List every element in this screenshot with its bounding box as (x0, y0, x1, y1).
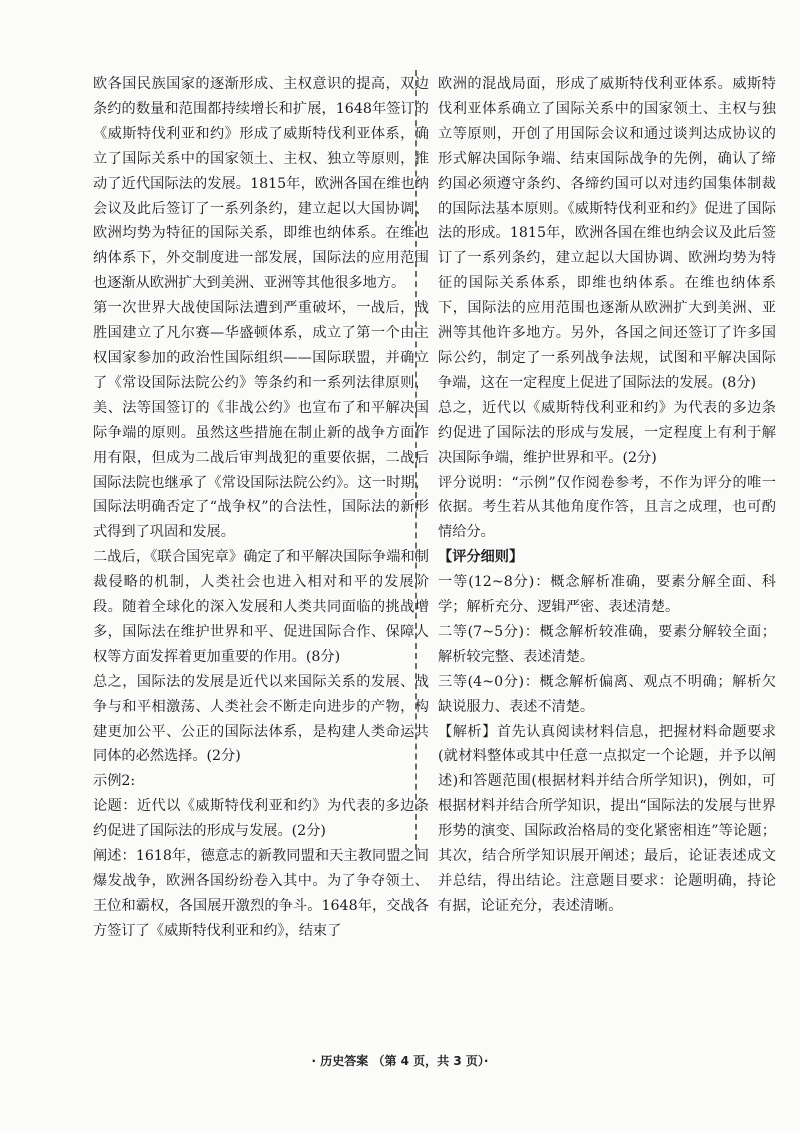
paragraph-modern-treaties: 欧各国民族国家的逐渐形成、主权意识的提高，双边条约的数量和范围都持续增长和扩展，1648年签订的《威斯特伐利亚和约》形成了威斯特伐利亚体系，确立了国际关系中的国家领土、主权、独立等原则，推动了近代国际法的发展。1815年，欧洲各国在维也纳会议及此后签订了一系列条约，建立起以大国协调、欧洲均势为特征的国际关系，即维也纳体系。在维也纳体系下，外交制度进一部发展，国际法的应用范围也逐渐从欧洲扩大到美洲、亚洲等其他很多地方。 (93, 76, 429, 292)
left-column (93, 72, 429, 944)
paragraph-post-ww2: 二战后，《联合国宪章》确定了和平解决国际争端和制裁侵略的机制，人类社会也进入相对和平的发展阶段。随着全球化的深入发展和人类共同面临的挑战增多，国际法在维护世界和平、促进国际合作、保障人权等方面发挥着更加重要的作用。(8分) (93, 549, 429, 665)
right-column (438, 72, 776, 919)
scoring-level-1: 一等(12~8分)：概念解析准确，要素分解全面、科学；解析充分、逻辑严密、表述清楚。 (438, 574, 776, 616)
paragraph-summary-1: 总之，国际法的发展是近代以来国际关系的发展、战争与和平相激荡、人类社会不断走向进步的产物，构建更加公平、公正的国际法体系，是构建人类命运共同体的必然选择。(2分) (93, 673, 429, 765)
scoring-details-heading: 【评分细则】 (438, 549, 524, 566)
example-2-exposition-continued: 欧洲的混战局面，形成了威斯特伐利亚体系。威斯特伐利亚体系确立了国际关系中的国家领土、主权与独立等原则，开创了用国际会议和通过谈判达成协议的形式解决国际争端、结束国际战争的先例，确认了缔约国必须遵守条约、各缔约国可以对违约国集体制裁的国际法基本原则。《威斯特伐利亚和约》促进了国际法的形成。1815年，欧洲各国在维也纳会议及此后签订了一系列条约，建立起以大国协调、欧洲均势为特征的国际关系体系，即维也纳体系。在维也纳体系下，国际法的应用范围也逐渐从欧洲扩大到美洲、亚洲等其他许多地方。另外，各国之间还签订了许多国际公约，制定了一系列战争法规，试图和平解决国际争端，这在一定程度上促进了国际法的发展。(8分) (438, 76, 776, 391)
scoring-level-3: 三等(4~0分)：概念解析偏离、观点不明确；解析欠缺说服力、表述不清楚。 (438, 673, 776, 715)
example-2-thesis: 论题：近代以《威斯特伐利亚和约》为代表的多边条约促进了国际法的形成与发展。(2分) (93, 798, 429, 840)
column-divider (415, 70, 417, 850)
page-footer: · 历史答案 （第 4 页，共 3 页）· (311, 1054, 489, 1068)
paragraph-ww1: 第一次世界大战使国际法遭到严重破坏，一战后，战胜国建立了凡尔赛—华盛顿体系，成立了第一个由主权国家参加的政治性国际组织——国际联盟，并确立了《常设国际法院公约》等条约和一系列法律原则，美、法等国签订的《非战公约》也宣布了和平解决国际争端的原则。虽然这些措施在制止新的战争方面作用有限，但成为二战后审判战犯的重要依据，二战后国际法院也继承了《常设国际法院公约》。这一时期，国际法明确否定了“战争权”的合法性，国际法的新形式得到了巩固和发展。 (93, 300, 429, 541)
example-2-exposition-start: 阐述：1618年，德意志的新教同盟和天主教同盟之间爆发战争，欧洲各国纷纷卷入其中。为了争夺领土、王位和霸权，各国展开激烈的争斗。1648年，交战各方签订了《威斯特伐利亚和约》，结束了 (93, 848, 429, 939)
scoring-note: 评分说明：“示例”仅作阅卷参考，不作为评分的唯一依据。考生若从其他角度作答，且言之成理，也可酌情给分。 (438, 474, 776, 541)
scoring-level-2: 二等(7~5分)：概念解析较准确，要素分解较全面；解析较完整、表述清楚。 (438, 623, 776, 665)
example-2-summary: 总之，近代以《威斯特伐利亚和约》为代表的多边条约促进了国际法的形成与发展，一定程度上有利于解决国际争端，维护世界和平。(2分) (438, 399, 776, 466)
analysis-paragraph: 【解析】首先认真阅读材料信息，把握材料命题要求(就材料整体或其中任意一点拟定一个论题，并予以阐述)和答题范围(根据材料并结合所学知识)，例如，可根据材料并结合所学知识，提出“国际法的发展与世界形势的演变、国际政治格局的变化紧密相连”等论题；其次，结合所学知识展开阐述；最后，论证表述成文并总结，得出结论。注意题目要求：论题明确，持论有据，论证充分，表述清晰。 (438, 723, 776, 914)
example-2-heading: 示例2: (93, 773, 136, 790)
